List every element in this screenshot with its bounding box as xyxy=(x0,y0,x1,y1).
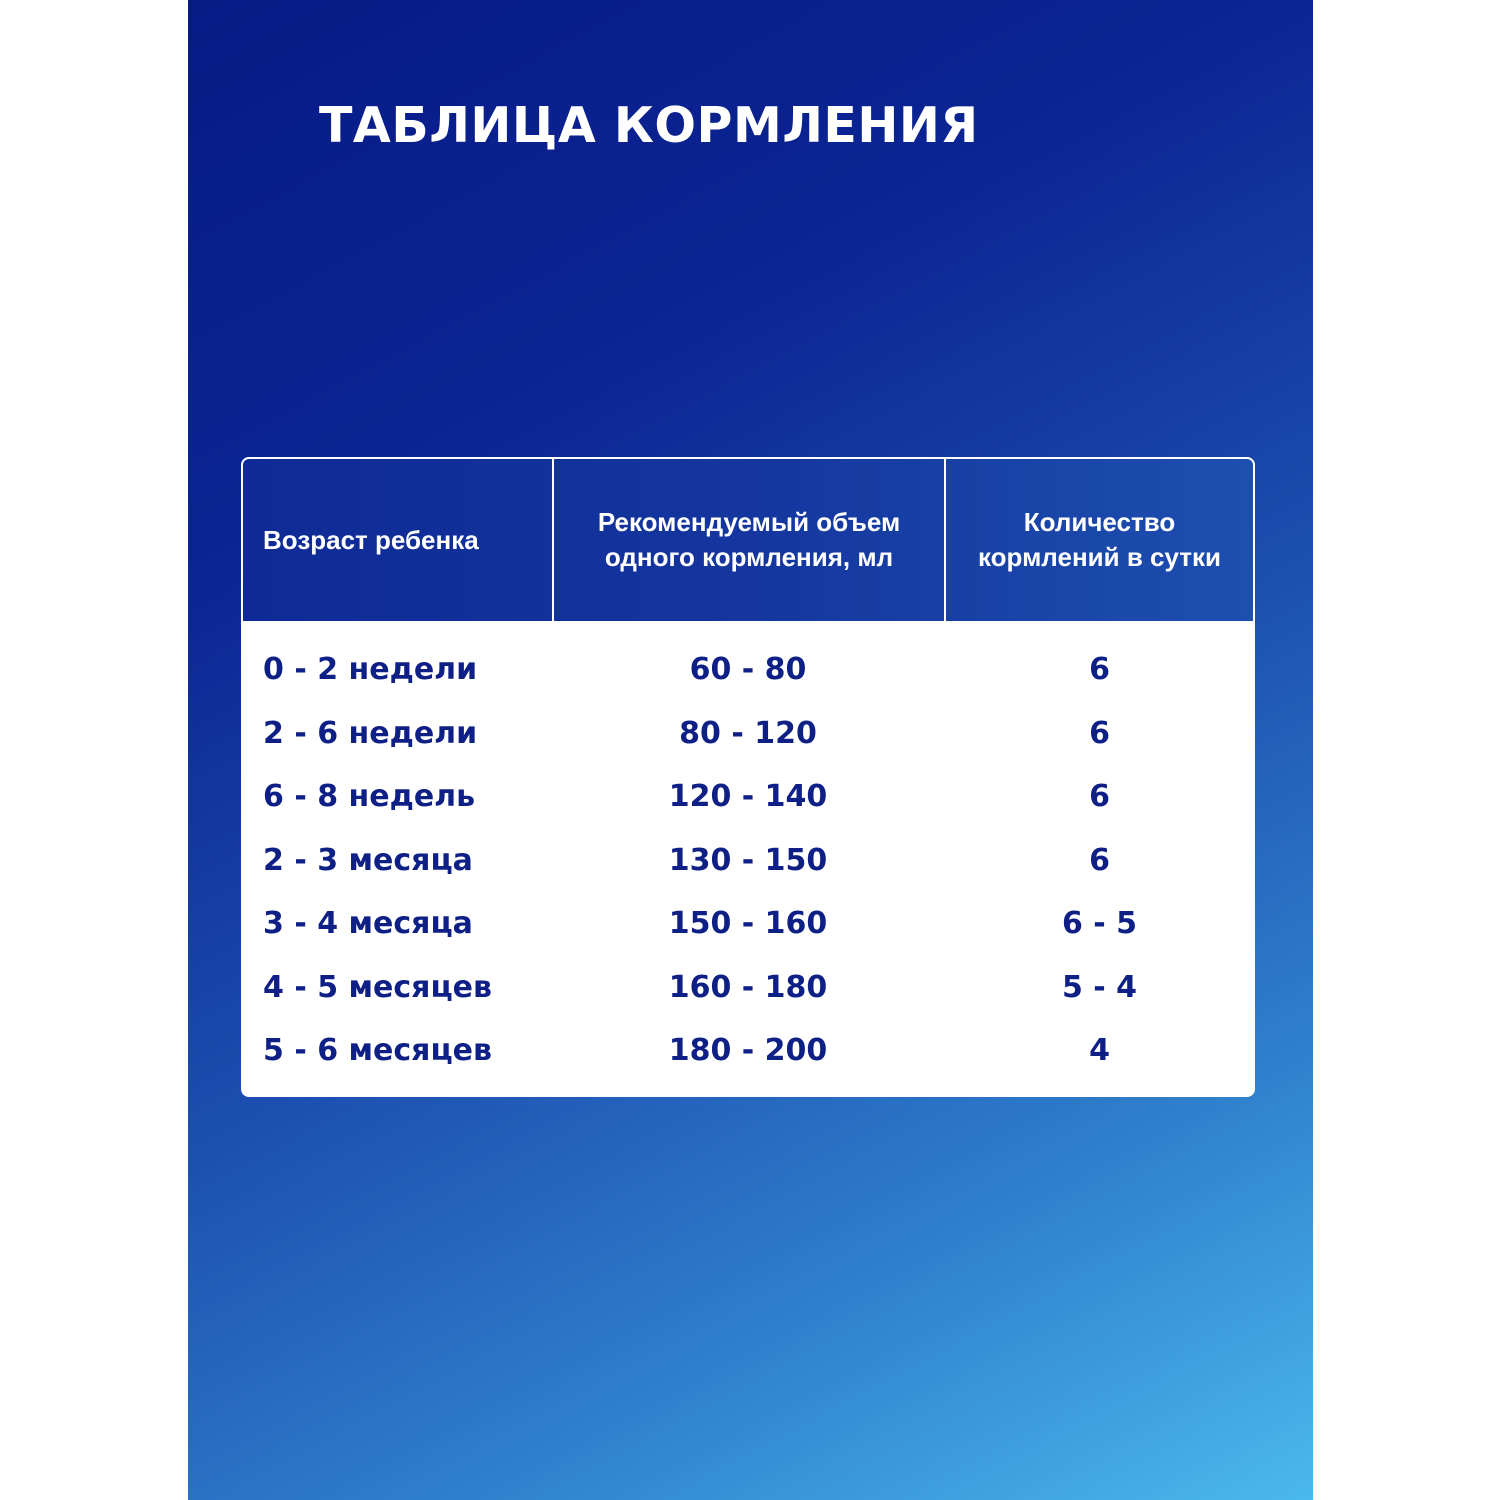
cell-age: 6 - 8 недель xyxy=(263,779,476,815)
feeding-table-panel xyxy=(188,0,1313,1500)
page-title: ТАБЛИЦА КОРМЛЕНИЯ xyxy=(319,97,979,154)
cell-age: 4 - 5 месяцев xyxy=(263,969,493,1005)
feeding-table xyxy=(241,457,1255,1097)
cell-volume: 150 - 160 xyxy=(668,906,828,942)
cell-age: 5 - 6 месяцев xyxy=(263,1033,493,1069)
cell-volume: 80 - 120 xyxy=(679,715,817,751)
cell-count: 4 xyxy=(1089,1033,1110,1069)
table-row xyxy=(241,638,1255,702)
table-header xyxy=(241,457,1255,623)
table-row xyxy=(241,956,1255,1020)
cell-age: 3 - 4 месяца xyxy=(263,906,473,942)
cell-volume: 180 - 200 xyxy=(668,1033,828,1069)
cell-age: 0 - 2 недели xyxy=(263,652,478,688)
header-age-label: Возраст ребенка xyxy=(263,524,479,555)
cell-count: 6 - 5 xyxy=(1061,906,1138,942)
cell-volume: 130 - 150 xyxy=(668,842,828,878)
table-body xyxy=(241,638,1255,1083)
table-row xyxy=(241,1019,1255,1083)
cell-volume: 60 - 80 xyxy=(689,652,807,688)
header-count xyxy=(946,459,1253,621)
header-count-label: Количество кормлений в сутки xyxy=(977,507,1222,572)
header-volume xyxy=(554,459,946,621)
cell-count: 6 xyxy=(1089,715,1110,751)
table-row xyxy=(241,702,1255,766)
cell-count: 5 - 4 xyxy=(1061,969,1138,1005)
table-row xyxy=(241,765,1255,829)
header-volume-label: Рекомендуемый объем одного кормления, мл xyxy=(597,507,901,572)
table-row xyxy=(241,829,1255,893)
cell-volume: 120 - 140 xyxy=(668,779,828,815)
cell-count: 6 xyxy=(1089,779,1110,815)
cell-age: 2 - 6 недели xyxy=(263,715,478,751)
cell-volume: 160 - 180 xyxy=(668,969,828,1005)
cell-count: 6 xyxy=(1089,842,1110,878)
cell-age: 2 - 3 месяца xyxy=(263,842,473,878)
cell-count: 6 xyxy=(1089,652,1110,688)
header-age xyxy=(243,459,554,621)
table-row xyxy=(241,892,1255,956)
